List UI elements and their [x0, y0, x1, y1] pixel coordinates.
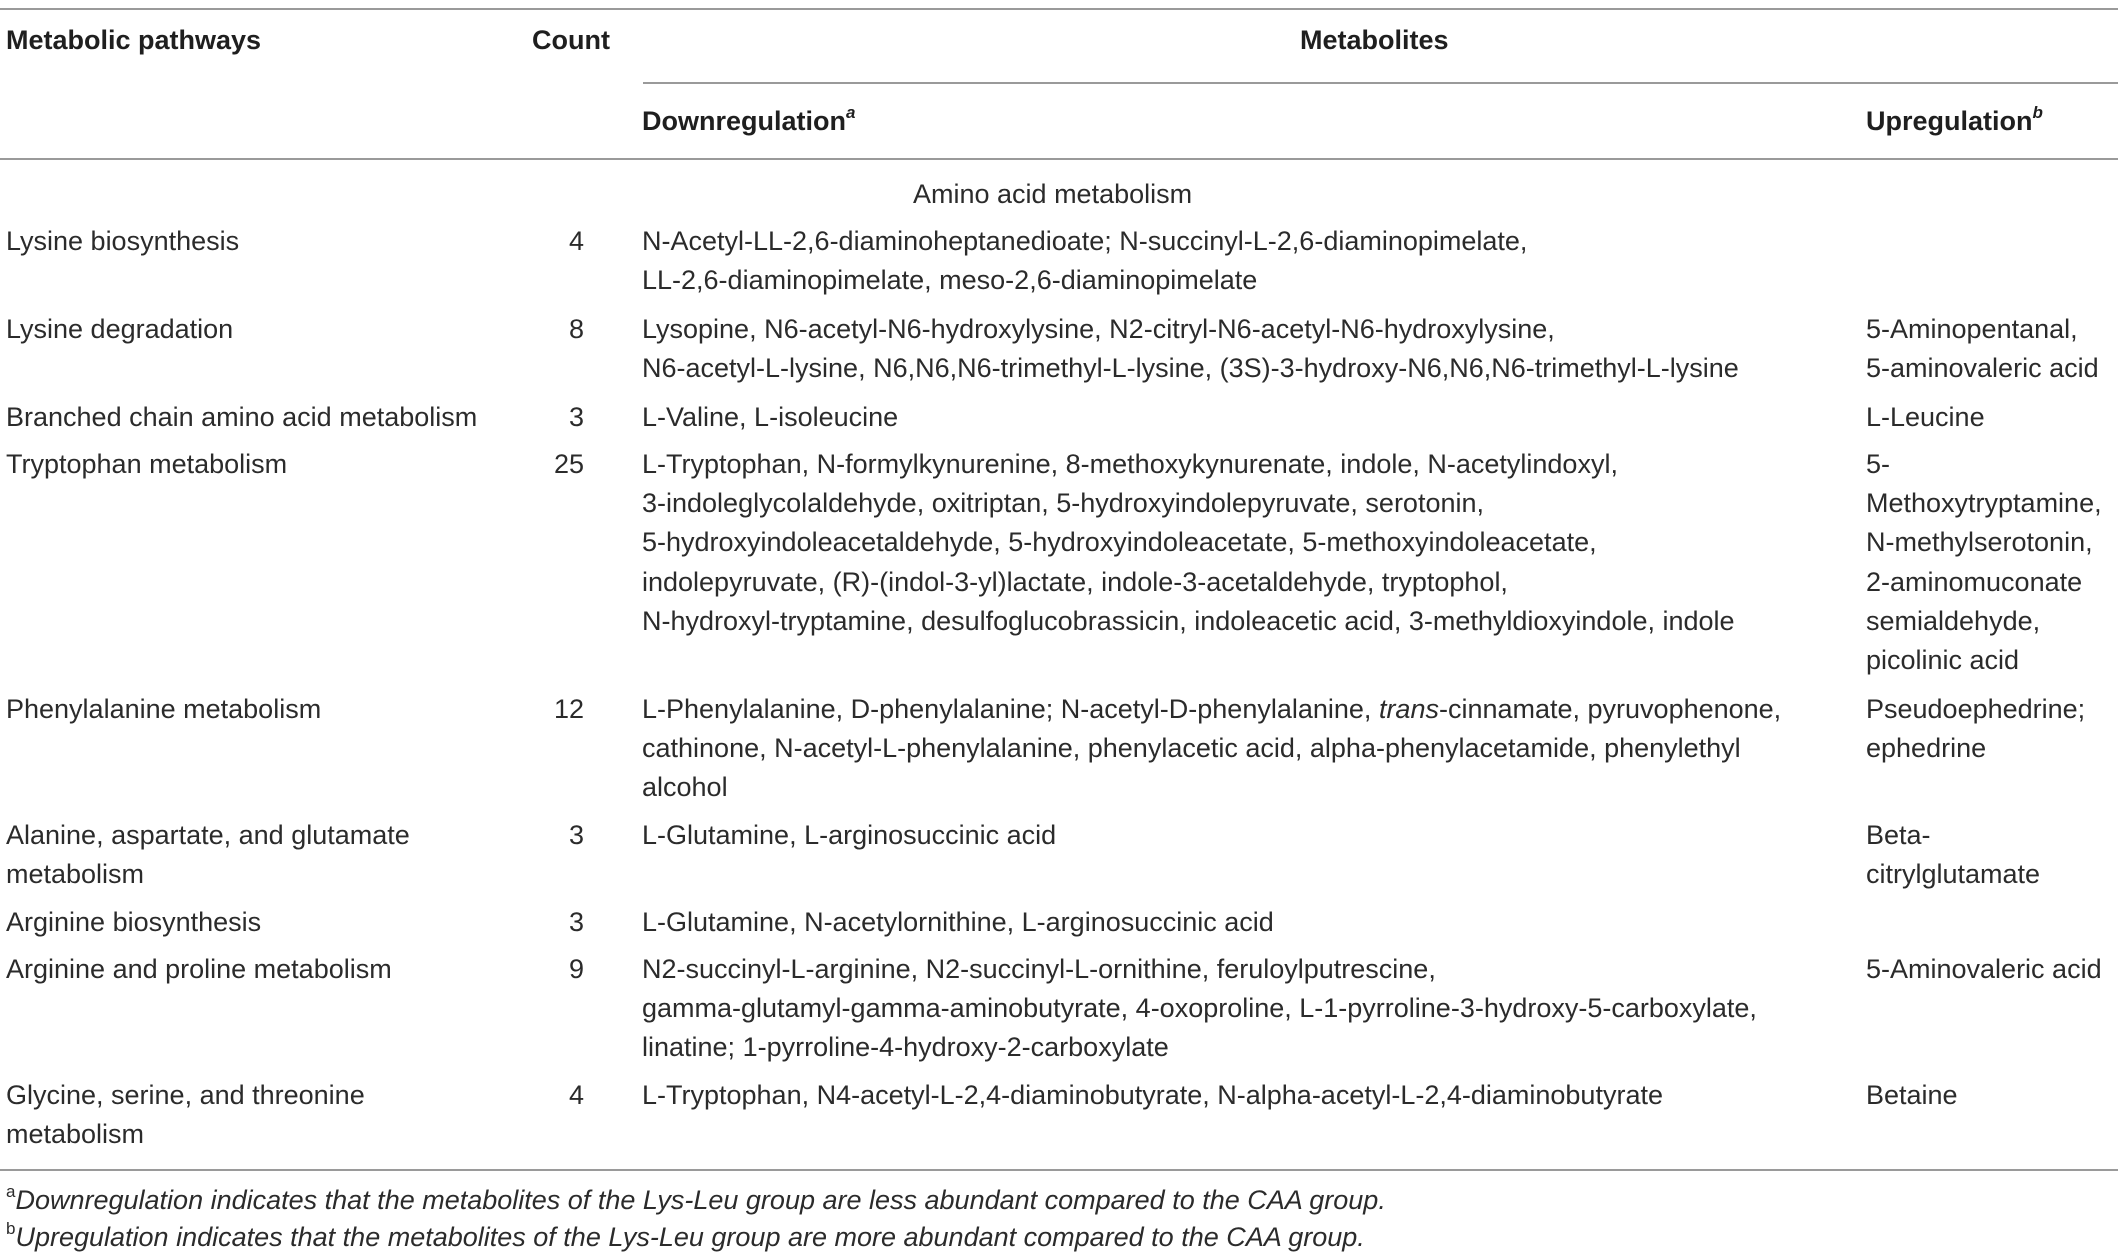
row-count: 25 [553, 449, 584, 479]
header-downregulation [642, 102, 855, 142]
row-down-line: indolepyruvate, (R)-(indol-3-yl)lactate, indole-3-acetaldehyde, tryptophol, [642, 567, 1508, 597]
row-down-line: LL-2,6-diaminopimelate, meso-2,6-diaminopimelate [642, 265, 1258, 295]
footnote-a [6, 1180, 1386, 1220]
row-up-line: semialdehyde, [1866, 606, 2041, 636]
row-down-line: 5-hydroxyindoleacetaldehyde, 5-hydroxyindoleacetate, 5-methoxyindoleacetate, [642, 527, 1597, 557]
footnote-b-text: Upregulation indicates that the metabolites of the Lys-Leu group are more abundant compared to the CAA group. [15, 1222, 1365, 1252]
row-down-line: Lysopine, N6-acetyl-N6-hydroxylysine, N2-citryl-N6-acetyl-N6-hydroxylysine, [642, 314, 1555, 344]
header-bottom-rule [0, 158, 2118, 160]
footnote-a-text: Downregulation indicates that the metabolites of the Lys-Leu group are less abundant compared to the CAA group. [15, 1185, 1386, 1215]
header-metabolites: Metabolites [1300, 25, 1449, 55]
row-down-line: L-Tryptophan, N4-acetyl-L-2,4-diaminobutyrate, N-alpha-acetyl-L-2,4-diaminobutyrate [642, 1080, 1663, 1110]
row-up-line: L-Leucine [1866, 402, 1985, 432]
row-down-line: N2-succinyl-L-arginine, N2-succinyl-L-ornithine, feruloylputrescine, [642, 954, 1436, 984]
table-top-rule [0, 8, 2118, 10]
row-up-line: ephedrine [1866, 733, 1987, 763]
row-down-line: L-Glutamine, L-arginosuccinic acid [642, 820, 1057, 850]
row-pathway: Arginine and proline metabolism [6, 954, 392, 984]
row-pathway: Tryptophan metabolism [6, 449, 288, 479]
row-count: 3 [568, 820, 584, 850]
row-down-line [642, 690, 1781, 730]
row-down-line: N6-acetyl-L-lysine, N6,N6,N6-trimethyl-L-lysine, (3S)-3-hydroxy-N6,N6,N6-trimethyl-L-lysine [642, 353, 1739, 383]
row-count: 8 [568, 314, 584, 344]
row-down-line: N-Acetyl-LL-2,6-diaminoheptanedioate; N-succinyl-L-2,6-diaminopimelate, [642, 226, 1528, 256]
row-up-line: Methoxytryptamine, [1866, 488, 2102, 518]
header-upregulation-label: Upregulation [1866, 106, 2033, 136]
header-upregulation [1866, 102, 2043, 142]
row-pathway: Phenylalanine metabolism [6, 694, 322, 724]
row-up-line: 5-Aminovaleric acid [1866, 954, 2102, 984]
metabolites-spanner-rule [643, 82, 2118, 84]
row-count: 3 [568, 907, 584, 937]
row-pathway: metabolism [6, 859, 145, 889]
header-metabolic-pathways: Metabolic pathways [6, 25, 262, 55]
row-pathway: Lysine degradation [6, 314, 234, 344]
row-down-line: alcohol [642, 772, 728, 802]
row-down-line: cathinone, N-acetyl-L-phenylalanine, phenylacetic acid, alpha-phenylacetamide, phenylethyl [642, 733, 1741, 763]
row-up-line: citrylglutamate [1866, 859, 2041, 889]
row-down-line: linatine; 1-pyrroline-4-hydroxy-2-carboxylate [642, 1032, 1169, 1062]
row-down-text: L-Phenylalanine, D-phenylalanine; N-acetyl-D-phenylalanine, [642, 694, 1379, 724]
row-up-line: picolinic acid [1866, 645, 2020, 675]
row-down-italic-text: trans [1378, 694, 1439, 724]
footnote-b [6, 1217, 1365, 1257]
footnote-mark-b: b [2032, 103, 2043, 122]
row-pathway: Branched chain amino acid metabolism [6, 402, 478, 432]
row-up-line: 5- [1866, 449, 1891, 479]
header-downregulation-label: Downregulation [642, 106, 846, 136]
footnote-a-mark: a [6, 1182, 16, 1201]
row-count: 3 [568, 402, 584, 432]
row-up-line: 2-aminomuconate [1866, 567, 2083, 597]
row-down-text: -cinnamate, pyruvophenone, [1438, 694, 1782, 724]
row-pathway: metabolism [6, 1119, 145, 1149]
row-up-line: 5-Aminopentanal, [1866, 314, 2078, 344]
row-count: 4 [568, 1080, 584, 1110]
row-down-line: gamma-glutamyl-gamma-aminobutyrate, 4-oxoproline, L-1-pyrroline-3-hydroxy-5-carboxylate, [642, 993, 1757, 1023]
row-up-line: Pseudoephedrine; [1866, 694, 2086, 724]
footnote-b-mark: b [6, 1219, 16, 1238]
footnote-mark-a: a [846, 103, 856, 122]
row-up-line: 5-aminovaleric acid [1866, 353, 2099, 383]
row-down-line: L-Tryptophan, N-formylkynurenine, 8-methoxykynurenate, indole, N-acetylindoxyl, [642, 449, 1618, 479]
row-down-line: L-Valine, L-isoleucine [642, 402, 899, 432]
table-bottom-rule [0, 1169, 2118, 1171]
row-up-line: Betaine [1866, 1080, 1958, 1110]
row-up-line: N-methylserotonin, [1866, 527, 2093, 557]
section-title: Amino acid metabolism [913, 179, 1193, 209]
row-pathway: Glycine, serine, and threonine [6, 1080, 365, 1110]
row-down-line: 3-indoleglycolaldehyde, oxitriptan, 5-hydroxyindolepyruvate, serotonin, [642, 488, 1484, 518]
row-down-line: N-hydroxyl-tryptamine, desulfoglucobrassicin, indoleacetic acid, 3-methyldioxyindole, indole [642, 606, 1735, 636]
row-pathway: Alanine, aspartate, and glutamate [6, 820, 410, 850]
header-count: Count [532, 25, 610, 55]
row-count: 12 [553, 694, 584, 724]
row-up-line: Beta- [1866, 820, 1931, 850]
row-count: 9 [568, 954, 584, 984]
row-pathway: Lysine biosynthesis [6, 226, 240, 256]
row-down-line: L-Glutamine, N-acetylornithine, L-arginosuccinic acid [642, 907, 1274, 937]
row-pathway: Arginine biosynthesis [6, 907, 262, 937]
row-count: 4 [568, 226, 584, 256]
